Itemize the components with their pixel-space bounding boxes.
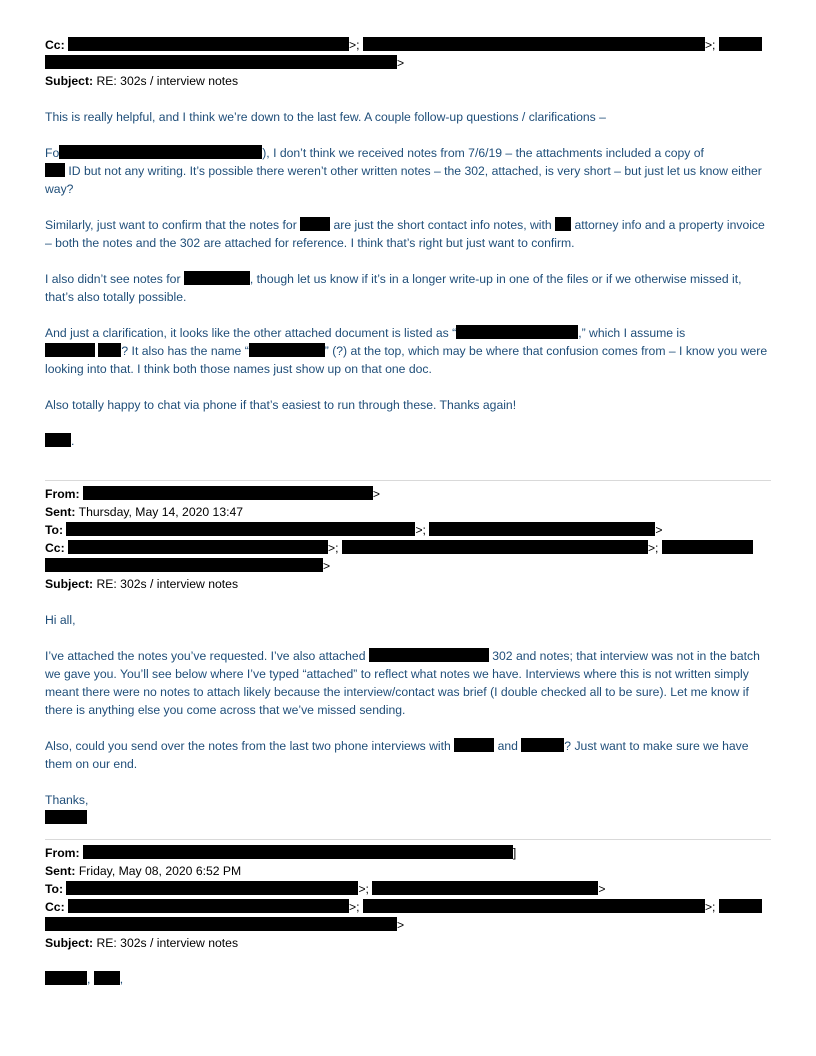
sent-date: Thursday, May 14, 2020 13:47: [78, 505, 244, 519]
punct: >;: [647, 541, 659, 555]
punct: >: [397, 56, 405, 70]
text: attorney info and a property invoice – both the notes and the 302 are attached for reference. I think that’s right but just want to confirm.: [45, 218, 765, 250]
to-line: [45, 521, 771, 539]
to-label: To:: [45, 882, 64, 896]
punct: >;: [415, 523, 426, 537]
punct: >: [598, 882, 606, 896]
sent-label: Sent:: [45, 505, 76, 519]
cc-line: [45, 539, 771, 557]
text: ? Just want to make sure we have them on our end.: [45, 739, 749, 771]
text: Similarly, just want to confirm that the notes for: [45, 218, 301, 232]
sent-label: Sent:: [45, 864, 76, 878]
punct: >: [372, 487, 381, 501]
to-label: To:: [45, 523, 64, 537]
from-label: From:: [45, 846, 80, 860]
subject: RE: 302s / interview notes: [96, 74, 239, 88]
subject-label: Subject:: [45, 74, 94, 88]
redaction: [68, 540, 328, 554]
text: ” (?) at the top, which may be where that confusion comes from – I know you were looking into that. I think both those names just show up on that one doc.: [45, 344, 768, 376]
redaction: [45, 343, 95, 357]
cc-label: Cc:: [45, 38, 65, 52]
cc-line-cont: [45, 916, 771, 934]
paragraph: [45, 737, 771, 773]
redaction: [45, 163, 65, 177]
redaction: [66, 881, 358, 895]
redaction: [249, 343, 325, 357]
redaction: [555, 217, 571, 231]
paragraph: [45, 144, 771, 198]
text: Also, could you send over the notes from the last two phone interviews with: [45, 739, 455, 753]
redaction: [45, 433, 71, 447]
closing: Thanks,: [45, 793, 89, 807]
redaction: [372, 881, 598, 895]
text: and: [494, 739, 522, 753]
punct: >;: [349, 38, 360, 52]
punct: >;: [704, 38, 716, 52]
sent-date: Friday, May 08, 2020 6:52 PM: [78, 864, 242, 878]
redaction: [83, 486, 373, 500]
punct: >: [655, 523, 663, 537]
redaction: [45, 810, 87, 824]
redaction: [662, 540, 753, 554]
redaction: [45, 971, 87, 985]
redaction: [66, 522, 415, 536]
punct: >: [323, 559, 331, 573]
text: And just a clarification, it looks like the other attached document is listed as “: [45, 326, 457, 340]
text: , though let us know if it’s in a longer write-up in one of the files or if we otherwise missed it, that’s also totally possible.: [45, 272, 742, 304]
sent-line: [45, 503, 771, 521]
text: 302 and notes; that interview was not in the batch we gave you. You’ll see below where I’ve typed “attached” to reflect what notes we have. Interviews where this is not written simply meant there were no notes to attach likely because the interview/contact was brief (I double checked all to be sure). Let me know if there is anything else you come across that we’ve missed sending.: [45, 649, 760, 717]
subject-line: [45, 575, 771, 593]
redaction: [342, 540, 648, 554]
text: Fo: [45, 146, 60, 160]
punct: >;: [328, 541, 339, 555]
redaction: [719, 899, 762, 913]
signature: [45, 809, 771, 827]
text: .: [71, 434, 75, 448]
redaction: [83, 845, 513, 859]
from-line: [45, 844, 771, 862]
greeting: , ,: [45, 970, 771, 988]
to-line: [45, 880, 771, 898]
subject: RE: 302s / interview notes: [96, 936, 239, 950]
redaction: [45, 55, 397, 69]
cc-line-cont: [45, 54, 771, 72]
redaction: [94, 971, 120, 985]
redaction: [454, 738, 494, 752]
redaction: [456, 325, 578, 339]
paragraph: [45, 216, 771, 252]
cc-line-cont: [45, 557, 771, 575]
subject-line: [45, 934, 771, 952]
redaction: [98, 343, 121, 357]
text: ? It also has the name “: [121, 344, 249, 358]
from-label: From:: [45, 487, 80, 501]
text: I also didn’t see notes for: [45, 272, 184, 286]
subject: RE: 302s / interview notes: [96, 577, 239, 591]
redaction: [184, 271, 250, 285]
text: I’ve attached the notes you’ve requested. I’ve also attached: [45, 649, 369, 663]
redaction: [521, 738, 564, 752]
email-thread: [45, 36, 771, 988]
paragraph: [45, 270, 771, 306]
redaction: [363, 899, 705, 913]
redaction: [363, 37, 705, 51]
redaction: [429, 522, 655, 536]
paragraph: [45, 324, 771, 378]
greeting: Hi all,: [45, 613, 76, 627]
text: ), I don’t think we received notes from 7/6/19 – the attachments included a copy of: [262, 146, 704, 160]
punct: >;: [358, 882, 369, 896]
signature: [45, 432, 771, 450]
redaction: [369, 648, 489, 662]
redaction: [45, 917, 397, 931]
redaction: [68, 899, 349, 913]
punct: >: [397, 918, 405, 932]
sent-line: [45, 862, 771, 880]
cc-label: Cc:: [45, 541, 65, 555]
cc-line: [45, 36, 771, 54]
cc-line: [45, 898, 771, 916]
redaction: [300, 217, 330, 231]
paragraph: [45, 647, 771, 719]
paragraph: This is really helpful, and I think we’re down to the last few. A couple follow-up questions / clarifications –: [45, 110, 606, 124]
subject-label: Subject:: [45, 577, 94, 591]
punct: >;: [704, 900, 716, 914]
punct: ]: [512, 846, 517, 860]
redaction: [719, 37, 762, 51]
redaction: [45, 558, 323, 572]
from-line: [45, 485, 771, 503]
paragraph: Also totally happy to chat via phone if that’s easiest to run through these. Thanks again!: [45, 398, 517, 412]
text: ,” which I assume is: [578, 326, 686, 340]
cc-label: Cc:: [45, 900, 65, 914]
text: ID but not any writing. It’s possible there weren’t other written notes – the 302, attached, is very short – but just let us know either way?: [45, 164, 762, 196]
text: ,: [119, 972, 124, 986]
redaction: [59, 145, 262, 159]
subject-label: Subject:: [45, 936, 94, 950]
subject-line: [45, 72, 771, 90]
redaction: [68, 37, 349, 51]
punct: >;: [349, 900, 360, 914]
text: are just the short contact info notes, with: [330, 218, 556, 232]
